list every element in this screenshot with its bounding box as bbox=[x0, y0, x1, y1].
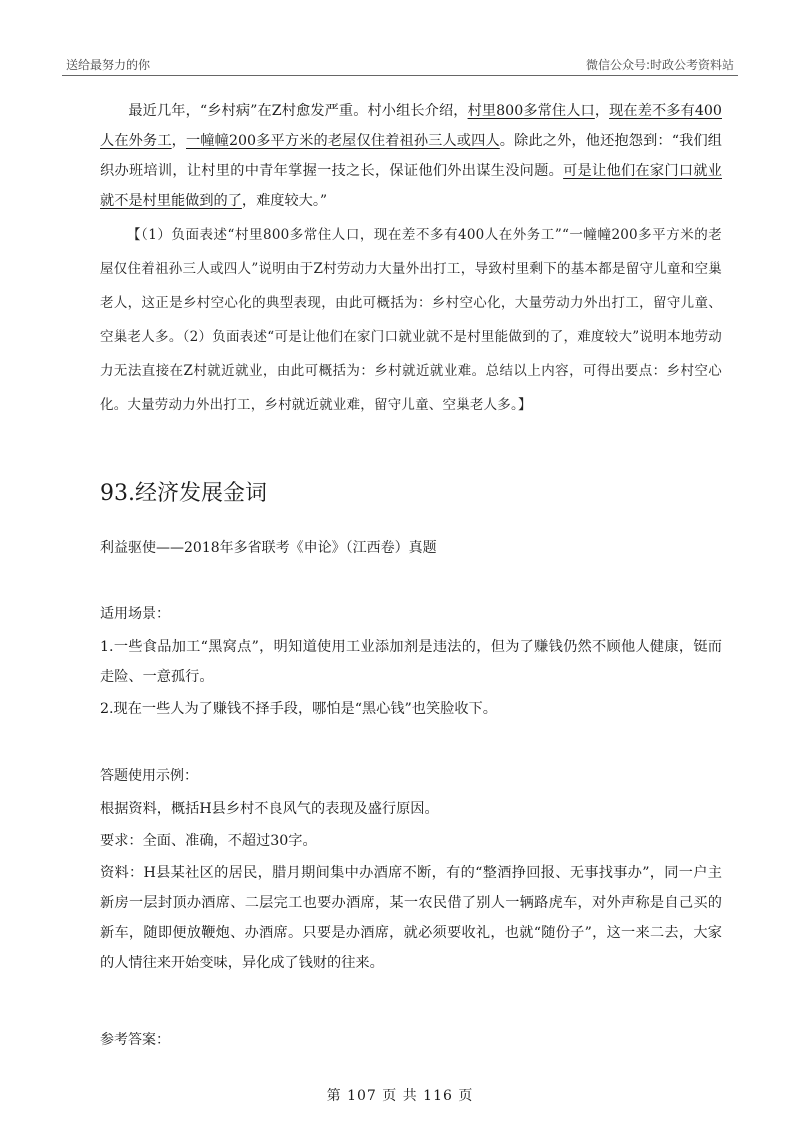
intro-underline-3: 一幢幢200多平方米的老屋仅住着祖孙三人或四人 bbox=[186, 133, 500, 149]
intro-text-d: 。除此之外，他还抱怨到：“我们组织办班培训，让村里的中青年掌握一技之长，保证他们外出谋生没问题。 bbox=[100, 133, 722, 179]
header-divider bbox=[62, 75, 738, 76]
section-source: 利益驱使——2018年多省联考《申论》（江西卷）真题 bbox=[100, 540, 437, 556]
answer-label: 参考答案： bbox=[100, 1032, 170, 1048]
material-text: 资料：H县某社区的居民，腊月期间集中办酒席不断，有的“整酒挣回报、无事找事办”，同一户主新房一层封顶办酒席、二层完工也要办酒席，某一农民借了别人一辆路虎车，对外声称是自己买的新车，随即便放鞭炮、办酒席。只要是办酒席，就必须要收礼，也就“随份子”，这一来二去，大家的人情往来开始变味，异化成了钱财的往来。 bbox=[100, 865, 722, 971]
intro-underline-4: 可是让他们在家门口就业就不是村里能做到的了 bbox=[100, 163, 722, 209]
header-right-text: 微信公众号:时政公考资料站 bbox=[585, 58, 734, 72]
header-left-text: 送给最努力的你 bbox=[66, 58, 151, 72]
intro-paragraph bbox=[100, 96, 722, 216]
scene-item-1: 1.一些食品加工“黑窝点”，明知道使用工业添加剂是违法的，但为了赚钱仍然不顾他人健康，铤而走险、一意孤行。 bbox=[100, 639, 722, 685]
intro-text-e: ，难度较大。” bbox=[241, 193, 328, 209]
section-title: 93.经济发展金词 bbox=[100, 481, 267, 506]
analysis-paragraph: 【（1）负面表述“村里800多常住人口，现在差不多有400人在外务工”“一幢幢200多平方米的老屋仅住着祖孙三人或四人”说明由于Z村劳动力大量外出打工，导致村里剩下的基本都是留守儿童和空巢老人，这正是乡村空心化的典型表现，由此可概括为：乡村空心化，大量劳动力外出打工，留守儿童、空巢老人多。（2）负面表述“可是让他们在家门口就业就不是村里能做到的了，难度较大”说明本地劳动力无法直接在Z村就近就业，由此可概括为：乡村就近就业难。总结以上内容，可得出要点：乡村空心化。大量劳动力外出打工，乡村就近就业难，留守儿童、空巢老人多。】 bbox=[100, 227, 722, 413]
page-content bbox=[100, 96, 722, 1052]
scenes-label: 适用场景： bbox=[100, 606, 170, 622]
example-label: 答题使用示例： bbox=[100, 768, 198, 784]
intro-text-c: ， bbox=[171, 133, 186, 149]
intro-text-a: 最近几年，“乡村病”在Z村愈发严重。村小组长介绍， bbox=[128, 103, 468, 119]
requirement-text: 要求：全面、准确，不超过30字。 bbox=[100, 833, 317, 849]
scene-item-2: 2.现在一些人为了赚钱不择手段，哪怕是“黑心钱”也笑脸收下。 bbox=[100, 701, 497, 717]
question-text: 根据资料，概括H县乡村不良风气的表现及盛行原因。 bbox=[100, 801, 439, 817]
page-number: 第 107 页 共 116 页 bbox=[326, 1088, 474, 1104]
intro-underline-2: 现在差不多有400人在外务工 bbox=[100, 103, 722, 149]
intro-underline-1: 村里800多常住人口 bbox=[467, 103, 595, 119]
intro-text-b: ， bbox=[594, 103, 610, 119]
